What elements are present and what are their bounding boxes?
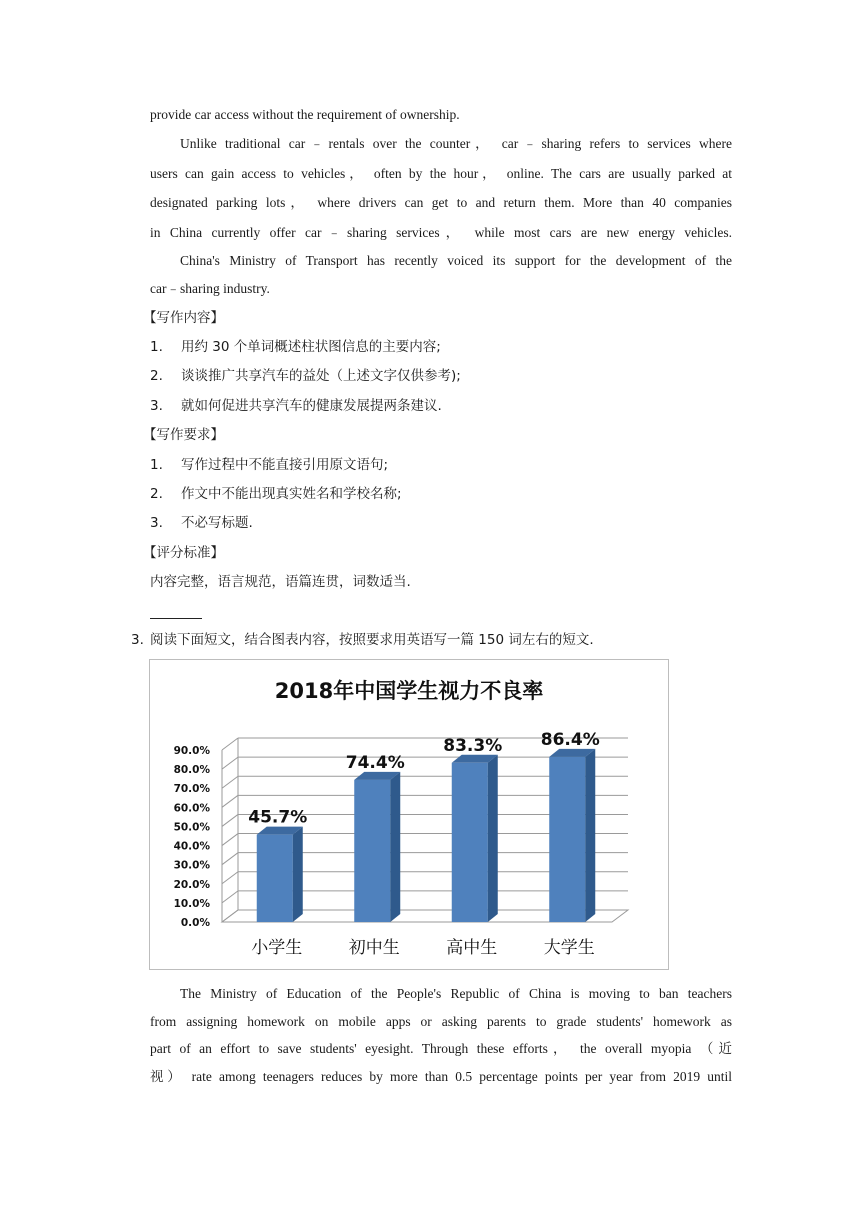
- passage-line: Unlike traditional car﹣rentals over the counter， car﹣sharing refers to services where: [180, 136, 732, 151]
- list-number: 1.: [150, 339, 163, 355]
- passage-line: The Ministry of Education of the People's Republic of China is moving to ban teachers: [180, 986, 732, 1001]
- grid-line-side: [222, 795, 238, 807]
- question-prompt: 阅读下面短文，结合图表内容，按照要求用英语写一篇 150 词左右的短文.: [150, 632, 594, 648]
- y-tick-label: 0.0%: [180, 917, 210, 929]
- grid-line-side: [222, 776, 238, 788]
- data-label: 86.4%: [540, 729, 600, 750]
- bar-front: [257, 835, 293, 922]
- y-tick-label: 90.0%: [173, 745, 210, 757]
- grid-line-side: [222, 834, 238, 846]
- passage-line: users can gain access to vehicles， often by the hour， online. The cars are usually parked at: [150, 166, 732, 181]
- passage-line: car﹣sharing industry.: [150, 281, 270, 296]
- data-label: 45.7%: [248, 807, 308, 828]
- passage-line: 视） rate among teenagers reduces by more than 0.5 percentage points per year from 2019 until: [150, 1069, 732, 1084]
- list-number: 2.: [150, 486, 163, 502]
- passage-line: in China currently offer car﹣sharing services， while most cars are new energy vehicles.: [150, 225, 732, 240]
- chart-frame: [149, 659, 669, 970]
- question-number: 3.: [131, 632, 144, 648]
- grid-line-side: [222, 814, 238, 826]
- bar-front: [354, 780, 390, 922]
- passage-line: provide car access without the requirement of ownership.: [150, 107, 460, 122]
- passage-line: designated parking lots， where drivers can get to and return them. More than 40 companies: [150, 195, 732, 210]
- list-number: 1.: [150, 457, 163, 473]
- y-tick-label: 20.0%: [173, 878, 210, 891]
- y-tick-label: 10.0%: [173, 897, 210, 910]
- section-heading-scoring: 【评分标准】: [143, 545, 224, 561]
- bar-side: [390, 772, 400, 922]
- list-text: 用约 30 个单词概述柱状图信息的主要内容;: [181, 339, 441, 355]
- grid-line-side: [222, 738, 238, 750]
- passage-line: from assigning homework on mobile apps or asking parents to grade students' homework as: [150, 1014, 732, 1029]
- grid-line-side: [222, 757, 238, 769]
- list-item: [150, 338, 732, 356]
- passage-line: part of an effort to save students' eyesight. Through these efforts， the overall myopia （近: [150, 1041, 732, 1056]
- y-tick-label: 30.0%: [173, 859, 210, 872]
- y-tick-label: 70.0%: [173, 783, 210, 796]
- list-item: [150, 485, 732, 503]
- passage-line: China's Ministry of Transport has recently voiced its support for the development of the: [180, 253, 732, 268]
- chart-title: 2018年中国学生视力不良率: [274, 679, 544, 703]
- bar-chart: [150, 660, 668, 969]
- answer-blank-line: [150, 618, 202, 619]
- bar-side: [585, 749, 595, 922]
- list-item: [150, 456, 732, 474]
- bar-front: [452, 763, 488, 922]
- y-tick-label: 60.0%: [173, 802, 210, 815]
- grid-line-side: [222, 872, 238, 884]
- y-tick-label: 50.0%: [173, 821, 210, 834]
- x-category-label: 大学生: [543, 938, 595, 958]
- section-heading-content: 【写作内容】: [143, 310, 224, 326]
- data-label: 74.4%: [345, 752, 405, 773]
- list-item: [150, 367, 732, 385]
- data-label: 83.3%: [443, 735, 503, 756]
- bar-side: [488, 755, 498, 922]
- list-number: 3.: [150, 515, 163, 531]
- bar-side: [293, 827, 303, 922]
- list-text: 写作过程中不能直接引用原文语句;: [181, 457, 389, 473]
- list-text: 不必写标题.: [181, 515, 253, 531]
- list-item: [150, 514, 732, 532]
- list-text: 作文中不能出现真实姓名和学校名称;: [181, 486, 402, 502]
- list-text: 就如何促进共享汽车的健康发展提两条建议.: [181, 398, 442, 414]
- bar-front: [549, 757, 585, 922]
- x-category-label: 高中生: [446, 938, 498, 958]
- list-item: [150, 397, 732, 415]
- y-tick-label: 80.0%: [173, 764, 210, 777]
- grid-line-side: [222, 853, 238, 865]
- list-text: 谈谈推广共享汽车的益处（上述文字仅供参考);: [181, 368, 461, 384]
- list-number: 3.: [150, 398, 163, 414]
- grid-line-side: [222, 891, 238, 903]
- scoring-text: 内容完整，语言规范，语篇连贯，词数适当.: [150, 574, 411, 590]
- section-heading-requirements: 【写作要求】: [143, 427, 224, 443]
- y-tick-label: 40.0%: [173, 840, 210, 853]
- x-category-label: 初中生: [348, 938, 400, 958]
- x-category-label: 小学生: [251, 938, 303, 958]
- list-number: 2.: [150, 368, 163, 384]
